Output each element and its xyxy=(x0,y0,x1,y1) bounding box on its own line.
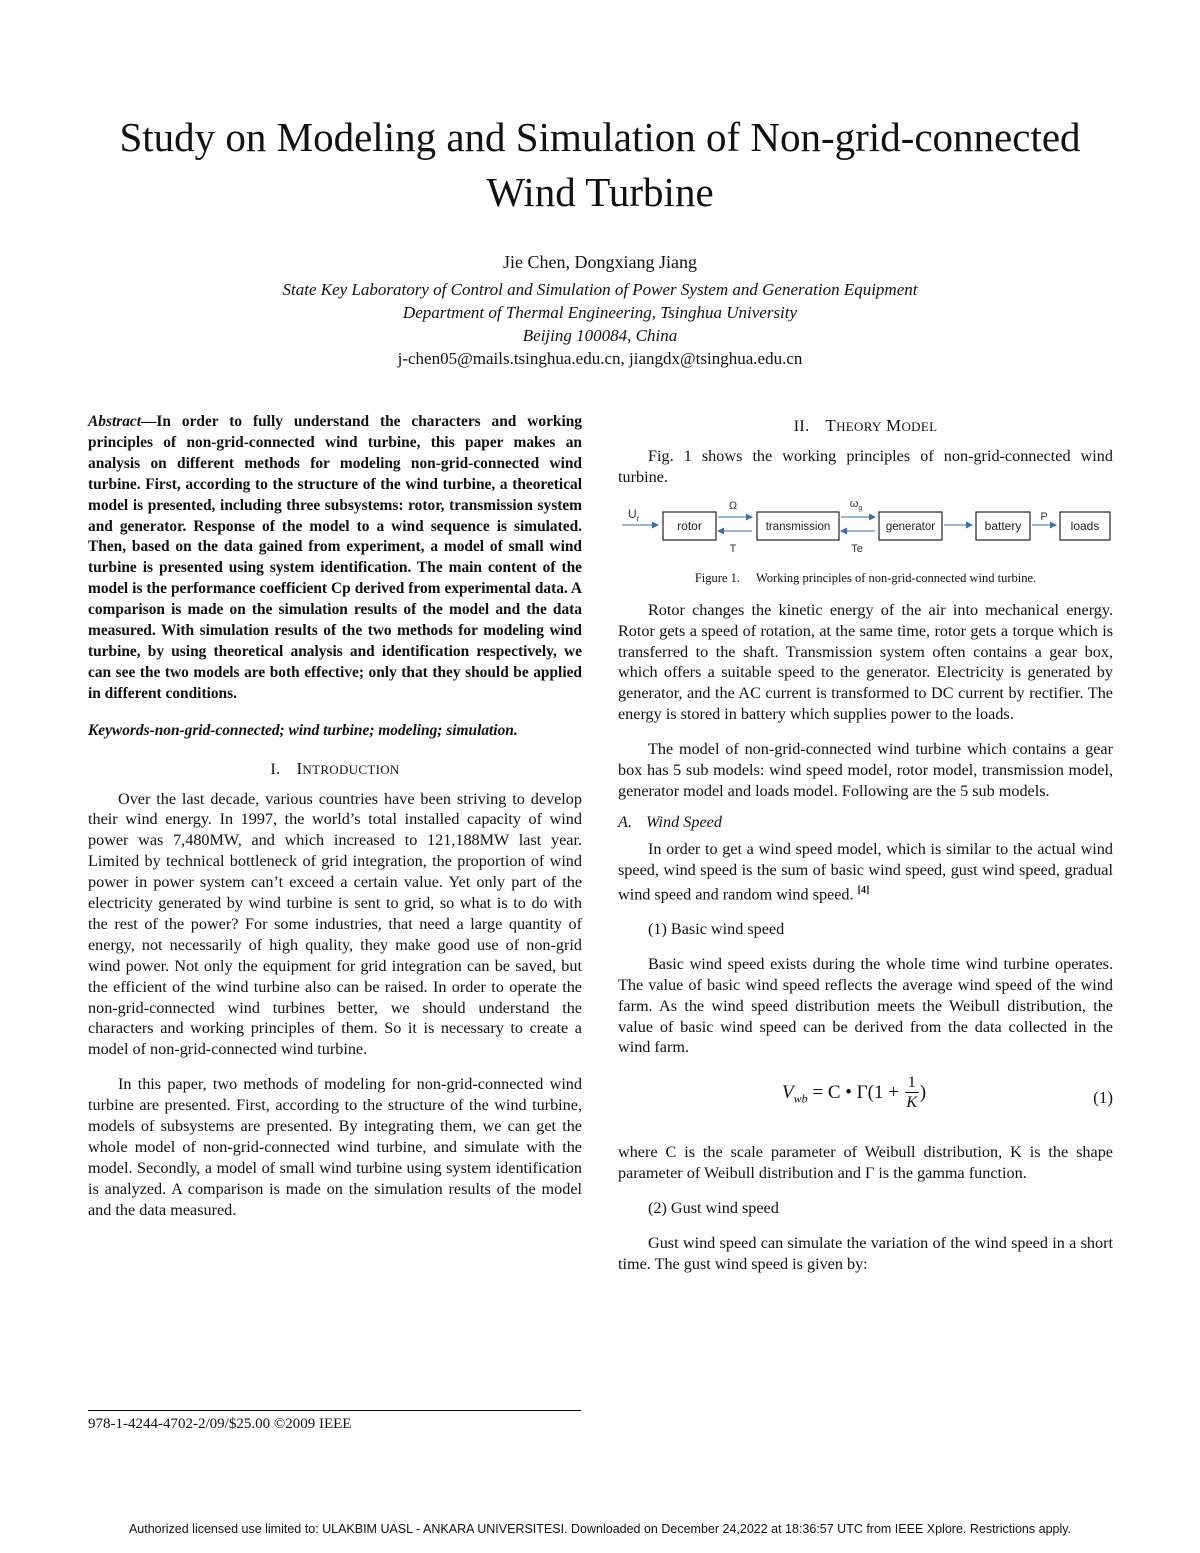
abstract-dash: — xyxy=(141,413,157,430)
footnote-rule xyxy=(88,1410,581,1411)
eq-denominator: K xyxy=(906,1094,918,1112)
where-paragraph: where C is the scale parameter of Weibull distribution, K is the shape parameter of Weibull distribution and Γ is the gamma function. xyxy=(618,1143,1113,1183)
abstract xyxy=(88,412,582,705)
affiliation-city: Beijing 100084, China xyxy=(522,326,678,345)
abstract-label: Abstract xyxy=(88,413,142,430)
submodels-paragraph: The model of non-grid-connected wind turbine which contains a gear box has 5 sub models: wind speed model, rotor model, transmission model, generator model and loads model. Following are the 5 sub models. xyxy=(618,740,1113,800)
paper-title: Study on Modeling and Simulation of Non-grid-connected Wind Turbine xyxy=(119,114,1081,215)
eq-subscript: wb xyxy=(793,1091,808,1106)
keywords: Keywords-non-grid-connected; wind turbine; modeling; simulation. xyxy=(88,721,518,739)
equation-1 xyxy=(618,1070,1113,1130)
omega-g-label: $\omega_g$ xyxy=(849,499,863,512)
basic-wind-speed-heading: (1) Basic wind speed xyxy=(648,919,785,938)
figure-1-diagram xyxy=(618,500,1113,558)
eq-close-paren: ) xyxy=(919,1082,927,1104)
eq-fraction xyxy=(905,1074,919,1113)
theory-intro: Fig. 1 shows the working principles of non-grid-connected wind turbine. xyxy=(618,446,1113,486)
power-label: P xyxy=(1040,510,1048,523)
caption-text: Working principles of non-grid-connected wind turbine. xyxy=(755,570,1037,585)
section-number: II. xyxy=(793,417,810,435)
te-label: Te xyxy=(851,542,863,555)
left-column xyxy=(88,412,582,1221)
abstract-text: In order to fully understand the characters and working principles of non-grid-connected wind turbine, this paper makes an analysis on different methods for modeling non-grid-connected wind turbine. First, according to the structure of the wind turbine, a theoretical model is presented, including three subsystems: rotor, transmission system and generator. Response of the model to a wind sequence is simulated. Then, based on the data gained from experiment, a model of small wind turbine is presented using system identification. The main content of the model is the performance coefficient Cp derived from experimental data. A comparison is made on the simulation results of the model and the data measured. With simulation results of the two methods for modeling wind turbine, by using theoretical analysis and identification respectively, we can see the two models are both effective; only that they should be applied in different conditions. xyxy=(88,413,582,702)
input-wind-label: $U_r$ xyxy=(628,506,640,523)
gust-wind-speed-paragraph: Gust wind speed can simulate the variation of the wind speed in a short time. The gust wind speed is given by: xyxy=(618,1234,1113,1273)
equation-number: (1) xyxy=(1093,1088,1113,1108)
wind-speed-paragraph xyxy=(618,839,1113,905)
affiliation-lab: State Key Laboratory of Control and Simulation of Power System and Generation Equipment xyxy=(282,280,918,299)
authors: Jie Chen, Dongxiang Jiang xyxy=(503,252,697,272)
block-loads-label: loads xyxy=(1070,518,1100,533)
author-emails: j-chen05@mails.tsinghua.edu.cn, jiangdx@tsinghua.edu.cn xyxy=(397,349,803,368)
right-column xyxy=(618,412,1113,1275)
affiliation-department: Department of Thermal Engineering, Tsinghua University xyxy=(402,303,798,322)
section-title-initial: I xyxy=(296,758,303,778)
section-number: I. xyxy=(270,759,281,778)
section-title-rest: ODEL xyxy=(901,419,938,434)
equation-1-body xyxy=(782,1074,926,1113)
section-title-rest: HEORY xyxy=(836,419,882,434)
section-heading-theory-model xyxy=(618,416,1113,438)
section-title-initial: T xyxy=(825,416,837,435)
block-transmission-label: transmission xyxy=(765,520,831,533)
basic-wind-speed-paragraph: Basic wind speed exists during the whole time wind turbine operates. The value of basic wind speed reflects the average wind speed of the wind farm. As the wind speed distribution meets the Weibull distribution, the value of basic wind speed can be derived from the data collected in the wind farm. xyxy=(618,954,1113,1057)
block-battery-label: battery xyxy=(984,518,1022,533)
subsection-letter: A. xyxy=(618,812,632,831)
block-rotor-label: rotor xyxy=(677,518,702,533)
wind-speed-text: In order to get a wind speed model, which is similar to the actual wind speed, wind speed is the sum of basic wind speed, gust wind speed, gradual wind speed and random wind speed. xyxy=(618,839,1113,903)
intro-paragraph-1: Over the last decade, various countries have been striving to develop their wind energy. In 1997, the world’s total installed capacity of wind power was 7,480MW, and which increased to 121,188MW last year. Limited by technical bottleneck of grid integration, the proportion of wind power in power system can’t exceed a certain value. Yet only part of the electricity generated by wind turbine is sent to grid, so what is to do with the rest of the power? For some industries, that need a large quantity of energy, not necessarily of high quality, they make good use of non-grid wind power. Not only the equipment for grid integration can be saved, but the efficient of the wind turbine also can be raised. In order to operate the non-grid-connected wind turbines better, we should understand the characters and working principles of them. So it is necessary to create a model of non-grid-connected wind turbine. xyxy=(88,789,582,1059)
caption-number: Figure 1. xyxy=(694,570,740,585)
section-title-rest: NTRODUCTION xyxy=(302,761,400,777)
rotor-paragraph: Rotor changes the kinetic energy of the air into mechanical energy. Rotor gets a speed of rotation, at the same time, rotor gets a torque which is transferred to the shaft. Transmission system often contains a gear box, which offers a suitable speed to the generator. Electricity is generated by generator, and the AC current is transformed to DC current by rectifier. The energy is stored in battery which supplies power to the loads. xyxy=(618,600,1113,724)
block-generator-label: generator xyxy=(885,520,936,533)
torque-label: T xyxy=(729,542,737,555)
citation-ref: [4] xyxy=(857,884,870,896)
section-title-initial: M xyxy=(886,416,902,435)
copyright-footnote: 978-1-4244-4702-2/09/$25.00 ©2009 IEEE xyxy=(88,1416,352,1432)
subsection-heading-wind-speed xyxy=(618,812,1113,833)
license-notice: Authorized licensed use limited to: ULAKBIM UASL - ANKARA UNIVERSITESI. Downloaded on December 24,2022 at 18:36:57 UTC from IEEE Xplore. Restrictions apply. xyxy=(128,1522,1072,1536)
omega-label: Ω xyxy=(728,499,738,512)
eq-numerator: 1 xyxy=(905,1074,919,1093)
section-heading-introduction xyxy=(88,759,582,781)
eq-rhs: = C • Γ(1 + xyxy=(812,1082,899,1104)
gust-wind-speed-heading: (2) Gust wind speed xyxy=(648,1199,779,1218)
subsection-title: Wind Speed xyxy=(645,812,722,831)
eq-lhs: V xyxy=(782,1082,794,1104)
figure-1-caption xyxy=(618,570,1113,586)
intro-paragraph-2: In this paper, two methods of modeling for non-grid-connected wind turbine are presented. First, according to the structure of the wind turbine, models of subsystems are presented. By integrating them, we can get the whole model of non-grid-connected wind turbine, and simulate with the model. Secondly, a model of small wind turbine using system identification is analyzed. A comparison is made on the simulation results of the model and the data measured. xyxy=(88,1075,582,1219)
